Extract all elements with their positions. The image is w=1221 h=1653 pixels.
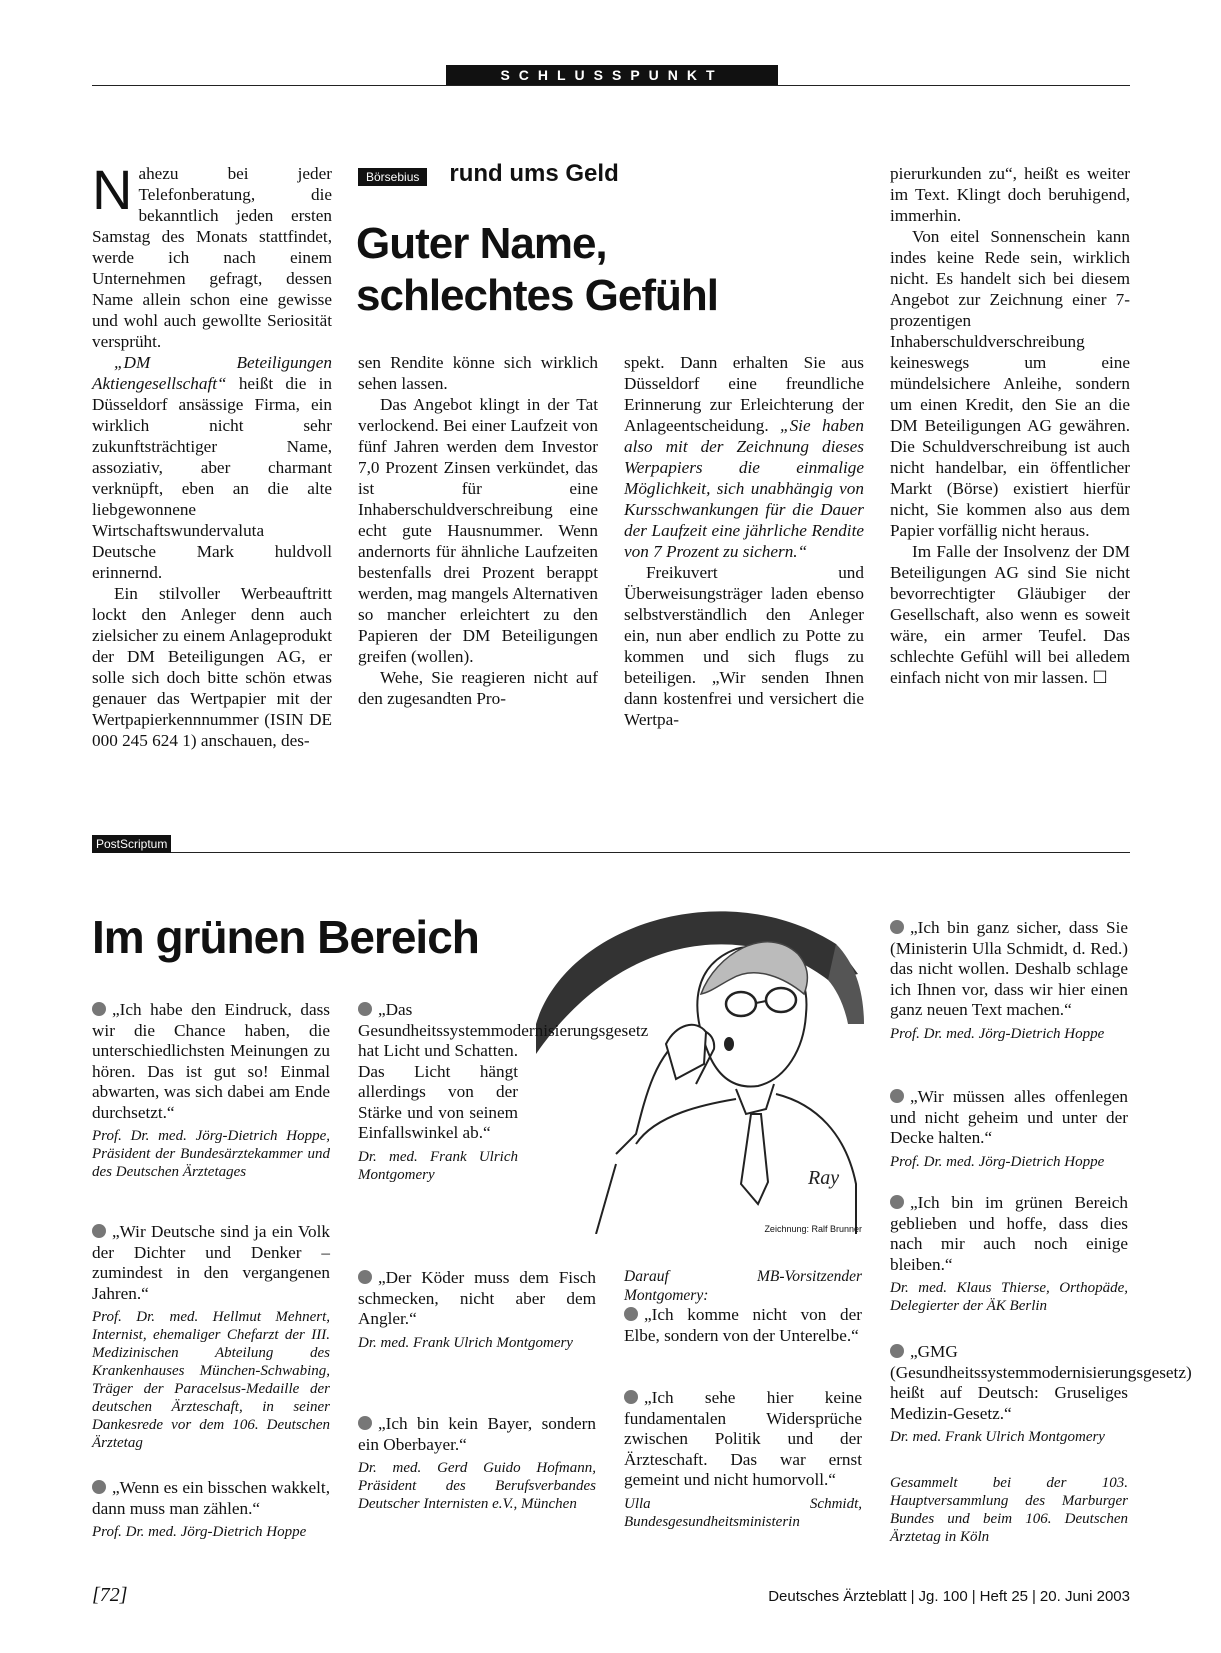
arch-end [828, 944, 864, 1024]
quote-source: Dr. med. Klaus Thierse, Orthopäde, Delegierter der ÄK Berlin [890, 1280, 1128, 1314]
header-rule [92, 85, 1130, 86]
quote-text: „Wenn es ein bisschen wakkelt, dann muss man zählen.“ [92, 1478, 330, 1518]
bullet-icon [358, 1002, 372, 1016]
quote-text: „Ich sehe hier keine fundamentalen Widersprüche zwischen Politik und der Ärzteschaft. Das war ernst gemeint und nicht humorvoll.“ [624, 1388, 862, 1489]
artist-signature: Ray [808, 1167, 840, 1189]
quote-block [358, 1000, 649, 1184]
postscriptum-tag: PostScriptum [92, 835, 171, 853]
quote-block [624, 1268, 862, 1346]
article-text: ahezu bei jeder Telefonberatung, die bekanntlich jeden ersten Samstag des Monats stattfindet, werde ich nach einem Unternehmen gefragt, dessen Name allein schon eine gewisse und wohl auch gewollte Seriosität versprüht. [92, 164, 332, 351]
collar [736, 1084, 774, 1114]
quote-text: „Das Gesundheitssystemmodernisierungsgesetz hat Licht und Schatten. Das Licht hängt allerdings von der Stärke und von seinem Einfallswinkel ab.“ [358, 1000, 649, 1142]
tie [741, 1114, 768, 1204]
article-text: heißt die in Düsseldorf ansässige Firma, ein wirklich nicht sehr zukunftsträchtiger Name, assoziativ, aber charmant verknüpft, eben an die alte liebgewonnene Wirtschaftswundervaluta Deutsche Mark huldvoll erinnernd. [92, 374, 332, 582]
bullet-icon [358, 1270, 372, 1284]
note-text: Gesammelt bei der 103. Hauptversammlung des Marburger Bundes und beim 106. Deutschen Ärztetag in Köln [890, 1475, 1128, 1545]
glasses-right [766, 988, 796, 1012]
postscriptum-rule [92, 852, 1130, 853]
article-column-1 [92, 158, 332, 751]
bullet-icon [890, 1195, 904, 1209]
quote-text: „Wir müssen alles offenlegen und nicht geheim und unter der Decke halten.“ [890, 1087, 1128, 1147]
quote-text: „Ich bin im grünen Bereich geblieben und hoffe, dass dies nach mir auch noch einige bleiben.“ [890, 1193, 1128, 1274]
article-text: Von eitel Sonnenschein kann indes keine Rede sein, wirklich nicht. Es handelt sich bei diesem Angebot zur Zeichnung einer 7-prozentigen Inhaberschuldverschreibung keineswegs um eine mündelsichere Anleihe, sondern um einen Kredit, den Sie an die DM Beteiligungen AG gewähren. Die Schuldverschreibung ist auch nicht handelbar, ein öffentlicher Markt (Börse) existiert hierfür nicht, Sie kommen also aus dem Papier vorfällig nicht heraus. [890, 227, 1130, 540]
mouth [724, 1037, 734, 1051]
quote-source: Dr. med. Frank Ulrich Montgomery [890, 1429, 1105, 1445]
quote-block [890, 1193, 1128, 1315]
section-label: SCHLUSSPUNKT [446, 65, 778, 85]
journal-issue: Heft 25 [979, 1588, 1029, 1605]
article-heading-block [358, 160, 619, 188]
quote-text: „Ich komme nicht von der Elbe, sondern von der Unterelbe.“ [624, 1305, 862, 1345]
article-headline [356, 218, 826, 322]
quote-block [890, 1087, 1128, 1171]
bullet-icon [92, 1224, 106, 1238]
quote-source: Ulla Schmidt, Bundesgesundheitsministerin [624, 1495, 862, 1530]
article-text-italic: „Sie haben also mit der Zeichnung dieses Werpapiers die einmalige Möglichkeit, sich unabhängig von Kursschwankungen für die Dauer der Laufzeit eine jährliche Rendite von 7 Prozent zu sichern.“ [624, 416, 864, 561]
bullet-icon [358, 1416, 372, 1430]
quote-text: „Ich habe den Eindruck, dass wir die Chance haben, die unterschiedlichsten Meinungen zu hören. Das ist gut so! Einmal abwarten, was sich dabei am Ende durchsetzt.“ [92, 1000, 330, 1122]
quote-text: „Der Köder muss dem Fisch schmecken, nicht aber dem Angler.“ [358, 1268, 596, 1328]
quote-source: Dr. med. Frank Ulrich Montgomery [358, 1148, 518, 1183]
collection-note [890, 1470, 1128, 1546]
glasses-bridge [756, 1001, 766, 1003]
quote-block [92, 1222, 330, 1452]
quote-text: „GMG (Gesundheitssystemmodernisierungsgesetz) heißt auf Deutsch: Gruseliges Medizin-Gesetz.“ [890, 1342, 1192, 1423]
column-tag: Börsebius [358, 168, 427, 186]
quote-block [358, 1268, 596, 1352]
shoulders [596, 1094, 856, 1234]
article-text: Ein stilvoller Werbeauftritt lockt den Anleger denn auch zielsicher zu einem Anlageprodukt der DM Beteiligungen AG, er solle sich doch bitte schön etwas genauer das Wertpapier mit der Wertpapierkennnummer (ISIN DE 000 245 624 1) anschauen, des- [92, 584, 332, 750]
article-text: Freikuvert und Überweisungsträger laden ebenso selbstverständlich den Anleger ein, nun aber endlich zu Potte zu kommen und sich flugs zu beteiligen. „Wir senden Ihnen dann kostenfrei und versichert die Wertpa- [624, 563, 864, 729]
postscriptum-title: Im grünen Bereich [92, 911, 479, 963]
quote-source: Prof. Dr. med. Jörg-Dietrich Hoppe, Präsident der Bundesärztekammer und des Deutschen Ärztetages [92, 1128, 330, 1180]
quote-block [890, 918, 1128, 1043]
quote-block [890, 1342, 1192, 1446]
bullet-icon [624, 1307, 638, 1321]
article-text: spekt. Dann erhalten Sie aus Düsseldorf eine freundliche Erinnerung zur Erleichterung der Anlageentscheidung. [624, 353, 864, 435]
bullet-icon [890, 920, 904, 934]
quote-block [92, 1478, 330, 1541]
headline-line: Guter Name, [356, 219, 607, 268]
article-text: Im Falle der Insolvenz der DM Beteiligungen AG sind Sie nicht bevorrechtigter Gläubiger der Gesellschaft, also wenn es soweit wäre, ein armer Teufel. Das schlechte Gefühl will bei alledem einfach nicht von mir lassen. [890, 542, 1130, 687]
journal-date: 20. Juni 2003 [1039, 1588, 1130, 1605]
quote-source: Prof. Dr. med. Jörg-Dietrich Hoppe [92, 1524, 307, 1540]
cartoon-illustration [536, 884, 864, 1234]
page-number: [72] [92, 1584, 128, 1606]
quote-intro: Darauf MB-Vorsitzender Montgomery: [624, 1268, 862, 1304]
quote-source: Dr. med. Frank Ulrich Montgomery [358, 1334, 573, 1351]
hair [701, 942, 807, 994]
article-text: Wehe, Sie reagieren nicht auf den zugesandten Pro- [358, 668, 598, 708]
article-text-italic: „DM Beteiligungen Aktiengesellschaft“ [92, 353, 332, 393]
bullet-icon [890, 1344, 904, 1358]
bullet-icon [890, 1089, 904, 1103]
article-text: sen Rendite könne sich wirklich sehen lassen. [358, 353, 598, 393]
quote-block [624, 1388, 862, 1531]
journal-footer: Deutsches Ärzteblatt | Jg. 100 | Heft 25 | 20. Juni 2003 [768, 1588, 1130, 1605]
headline-line: schlechtes Gefühl [356, 271, 719, 320]
article-text: Das Angebot klingt in der Tat verlockend. Bei einer Laufzeit von fünf Jahren werden dem Investor 7,0 Prozent Zinsen verkündet, das ist für eine Inhaberschuldverschreibung eine echt gute Hausnummer. Wenn andernorts für ähnliche Laufzeiten bestenfalls drei Prozent berappt werden, mag mangels Alternativen so mancher erleichtert zu den Papieren der DM Beteiligungen greifen (wollen). [358, 395, 598, 666]
quote-source: Prof. Dr. med. Jörg-Dietrich Hoppe [890, 1153, 1105, 1170]
quote-text: „Wir Deutsche sind ja ein Volk der Dichter und Denker – zumindest in den vergangenen Jahren.“ [92, 1222, 330, 1303]
hand [666, 1025, 706, 1079]
bullet-icon [92, 1480, 106, 1494]
glasses-left [726, 992, 756, 1016]
quote-text: „Ich bin kein Bayer, sondern ein Oberbayer.“ [358, 1414, 596, 1454]
quote-block [358, 1414, 596, 1513]
article-column-4 [890, 163, 1130, 688]
bullet-icon [92, 1002, 106, 1016]
article-kicker: rund ums Geld [449, 160, 619, 187]
journal-name: Deutsches Ärzteblatt [768, 1588, 907, 1605]
bullet-icon [624, 1390, 638, 1404]
quote-source: Dr. med. Gerd Guido Hofmann, Präsident des Berufsverbandes Deutscher Internisten e.V., München [358, 1460, 596, 1512]
article-column-3 [624, 352, 864, 730]
drop-cap: N [92, 158, 133, 221]
quote-text: „Ich bin ganz sicher, dass Sie (Ministerin Ulla Schmidt, d. Red.) das nicht wollen. Deshalb schlage ich Ihnen vor, dass wir hier einen ganz neuen Text machen.“ [890, 918, 1128, 1019]
article-text: pierurkunden zu“, heißt es weiter im Text. Klingt doch beruhigend, immerhin. [890, 164, 1130, 225]
journal-volume: Jg. 100 [918, 1588, 968, 1605]
illustration-credit: Zeichnung: Ralf Brunner [764, 1224, 862, 1234]
article-column-2 [358, 352, 598, 709]
quote-block [92, 1000, 330, 1181]
quote-source: Prof. Dr. med. Hellmut Mehnert, Internist, ehemaliger Chefarzt der III. Medizinischen Abteilung des Krankenhauses München-Schwabing, Träger der Paracelsus-Medaille der deutschen Ärzteschaft, in seiner Dankesrede vor dem 106. Deutschen Ärztetag [92, 1309, 330, 1451]
end-mark: ☐ [1092, 668, 1108, 687]
quote-source: Prof. Dr. med. Jörg-Dietrich Hoppe [890, 1025, 1105, 1042]
